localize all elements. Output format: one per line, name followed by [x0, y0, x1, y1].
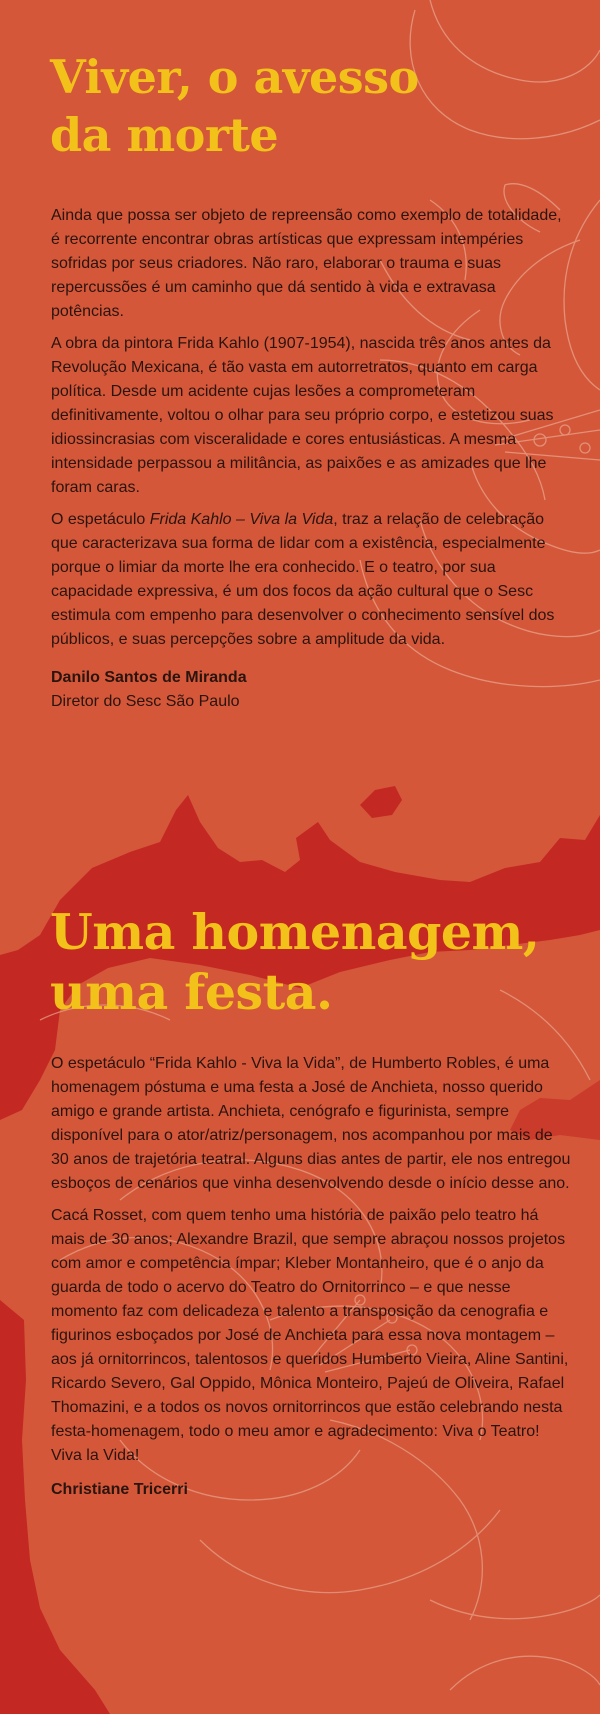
paragraph-text: , traz a relação de celebração que caracterizava sua forma de lidar com a existência, especialmente porque o limiar da morte lhe era conhecido. E o teatro, por sua capacidade expressiva, é um dos focos da ação cultural que o Sesc estimula com empenho para desenvolver o conhecimento sensível dos públicos, e suas percepções sobre a amplitude da vida.	[51, 511, 555, 648]
signature-role: Diretor do Sesc São Paulo	[51, 693, 240, 710]
title-line: uma festa.	[50, 963, 333, 1021]
title-line: Viver, o avesso	[50, 50, 419, 104]
section-title-homenagem	[50, 902, 539, 1022]
paragraph: Cacá Rosset, com quem tenho uma história de paixão pelo teatro há mais de 30 anos; Alexandre Brazil, que sempre abraçou nossos projetos com amor e competência ímpar; Kleber Montanheiro, que é o anjo da guarda de todo o acervo do Teatro do Ornitorrinco – e que nesse momento faz com delicadeza e talento a transposição da cenografia e figurinos esboçados por José de Anchieta para essa nova montagem – aos já ornitorrincos, talentosos e queridos Humberto Vieira, Aline Santini, Ricardo Severo, Gal Oppido, Mônica Monteiro, Pajeú de Oliveira, Rafael Thomazini, e a todos os novos ornitorrincos que estão celebrando nesta festa-homenagem, todo o meu amor e agradecimento: Viva o Teatro! Viva la Vida!	[51, 1207, 569, 1464]
signature-name: Danilo Santos de Miranda	[51, 669, 247, 686]
section-title-viver	[50, 48, 419, 164]
paragraph: O espetáculo “Frida Kahlo - Viva la Vida”, de Humberto Robles, é uma homenagem póstuma e uma festa a José de Anchieta, nosso querido amigo e grande artista. Anchieta, cenógrafo e figurinista, sempre disponível para o ator/atriz/personagem, nos acompanhou por mais de 30 anos de trajetória teatral. Alguns dias antes de partir, ele nos entregou esboços de cenários que vinha desenvolvendo desde o início desse ano.	[51, 1055, 571, 1192]
title-line: da morte	[50, 108, 279, 162]
section-body-homenagem	[51, 1052, 571, 1502]
show-title-italic: Frida Kahlo – Viva la Vida	[149, 511, 334, 528]
signature-name: Christiane Tricerri	[51, 1481, 188, 1498]
paragraph-text: O espetáculo	[51, 511, 150, 528]
paragraph	[51, 508, 571, 652]
section-body-viver	[51, 204, 571, 714]
red-splash-shape	[360, 786, 402, 818]
paragraph: Ainda que possa ser objeto de repreensão como exemplo de totalidade, é recorrente encontrar obras artísticas que expressam intempéries sofridas por seus criadores. Não raro, elaborar o trauma e suas repercussões é um caminho que dá sentido à vida e extravasa potências.	[51, 207, 562, 320]
paragraph: A obra da pintora Frida Kahlo (1907-1954), nascida três anos antes da Revolução Mexicana, é tão vasta em autorretratos, quanto em carga política. Desde um acidente cujas lesões a comprometeram definitivamente, voltou o olhar para seu próprio corpo, e estetizou suas idiossincrasias com visceralidade e cores entusiásticas. A mesma intensidade perpassou a militância, as paixões e as amizades que lhe foram caras.	[51, 335, 554, 496]
title-line: Uma homenagem,	[50, 903, 540, 961]
